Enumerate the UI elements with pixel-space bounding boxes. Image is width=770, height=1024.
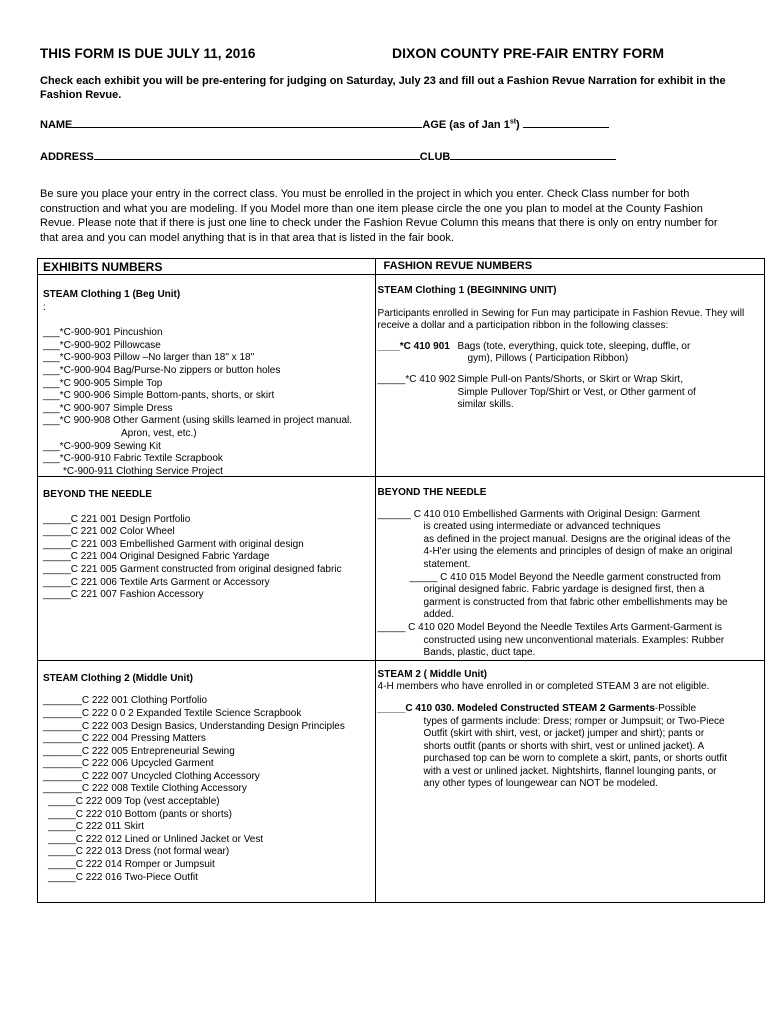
list-item: _______C 222 005 Entrepreneurial Sewing [43, 745, 235, 757]
beyond-fr-title: BEYOND THE NEEDLE [377, 487, 487, 498]
list-item: _____C 221 006 Textile Arts Garment or Accessory [43, 576, 270, 588]
list-item: _______C 222 004 Pressing Matters [43, 733, 206, 745]
list-item: _____C 222 009 Top (vest acceptable) [48, 796, 220, 808]
address-row [40, 148, 616, 163]
name-label: NAME [40, 119, 73, 131]
list-item: _____C 222 014 Romper or Jumpsuit [48, 859, 215, 871]
list-item: ___*C 900-906 Simple Bottom-pants, shorts, or skirt [43, 390, 275, 402]
list-item: _____C 221 007 Fashion Accessory [43, 589, 204, 601]
beyond-title: BEYOND THE NEEDLE [43, 489, 152, 500]
age-label: AGE (as of Jan 1 [422, 119, 510, 131]
due-date: THIS FORM IS DUE JULY 11, 2016 [40, 46, 256, 61]
list-item: ___*C-900-910 Fabric Textile Scrapbook [43, 453, 223, 465]
steam1-fr-title: STEAM Clothing 1 (BEGINNING UNIT) [377, 285, 557, 296]
steam1-title: STEAM Clothing 1 (Beg Unit) [43, 289, 181, 300]
address-field[interactable] [94, 148, 420, 160]
fr-text: Simple Pullover Top/Shirt or Vest, or Other garment of [457, 386, 696, 398]
fr-line: constructed using new unconventional materials. Examples: Rubber [423, 634, 725, 646]
list-item: ___*C-900-909 Sewing Kit [43, 440, 161, 452]
age-sup: st [509, 118, 517, 126]
list-item: _______C 222 0 0 2 Expanded Textile Science Scrapbook [43, 707, 302, 719]
fr-line: shorts outfit (pants or shorts with shirt, vest or unlined jacket). A [423, 740, 705, 752]
club-field[interactable] [450, 148, 616, 160]
list-item: _____C 221 001 Design Portfolio [43, 513, 191, 525]
list-item: _____C 222 010 Bottom (pants or shorts) [48, 808, 232, 820]
fr-text: gym), Pillows ( Participation Ribbon) [467, 353, 629, 365]
fr-line: added. [423, 609, 455, 621]
beyond-fashion-cell [375, 477, 764, 661]
list-item: _______C 222 006 Upcycled Garment [43, 758, 214, 770]
fr-line: types of garments include: Dress; romper or Jumpsuit; or Two-Piece [423, 715, 725, 727]
list-item: Apron, vest, etc.) [121, 427, 197, 439]
notice-paragraph: Be sure you place your entry in the correct class. You must be enrolled in the project in which you enter. Check Class number for both construction and what you are modeling. If you Model more than one item please circle the one you plan to model at the County Fashion Revue. Please note that if there is just one line to check under the Fashion Revue Column this means that there is only on entry number for that area and you can model anything that is in that area that is listed in the fair book. [40, 188, 718, 244]
fr-line: original designed fabric. Fabric yardage is designed first, then a [423, 584, 705, 596]
fr-line: statement. [423, 558, 471, 570]
name-field[interactable] [72, 116, 422, 128]
list-item: ___*C 900-908 Other Garment (using skills learned in project manual. [43, 415, 353, 427]
fr-code: _____*C 410 902 [377, 373, 456, 385]
fr-line: garment is constructed from that fabric other embellishments may be [423, 596, 728, 608]
list-item: ___*C 900-907 Simple Dress [43, 402, 173, 414]
fr-line: Bands, plastic, duct tape. [423, 647, 536, 659]
entry-table [37, 258, 765, 903]
fr-item [378, 341, 758, 366]
list-item: ___*C-900-904 Bag/Purse-No zippers or button holes [43, 364, 281, 376]
beyond-exhibits-cell [38, 477, 376, 661]
fr-text: Simple Pull-on Pants/Shorts, or Skirt or Wrap Skirt, [457, 373, 683, 385]
list-item: _____C 221 002 Color Wheel [43, 526, 175, 538]
list-item: _____C 222 012 Lined or Unlined Jacket or Vest [48, 833, 264, 845]
fr-line: as defined in the project manual. Designs are the original ideas of the [423, 533, 731, 545]
list-item: _______C 222 001 Clothing Portfolio [43, 695, 208, 707]
col2-header-cell [375, 259, 764, 275]
fr-text: similar skills. [457, 399, 514, 411]
list-item: _____C 221 003 Embellished Garment with original design [43, 538, 304, 550]
fr-code: ____*C 410 901 [377, 340, 450, 352]
steam1-fr-intro: Participants enrolled in Sewing for Fun may participate in Fashion Revue. They will receive a dollar and a participation ribbon in the following classes: [377, 307, 745, 332]
fr-item [378, 374, 758, 412]
steam2-title: STEAM Clothing 2 (Middle Unit) [43, 672, 193, 684]
list-item: ___*C 900-905 Simple Top [43, 377, 163, 389]
fr-line: _____ C 410 015 Model Beyond the Needle garment constructed from [409, 571, 721, 583]
club-label: CLUB [419, 151, 451, 163]
steam2-fr-intro: 4-H members who have enrolled in or completed STEAM 3 are not eligible. [377, 681, 710, 693]
fr-line: 4-H'er using the elements and principles of design of make an original [423, 546, 733, 558]
form-title: DIXON COUNTY PRE-FAIR ENTRY FORM [392, 45, 664, 61]
age-close: ) [516, 119, 520, 131]
list-item: _______C 222 007 Uncycled Clothing Accessory [43, 770, 260, 782]
steam1-exhibits-cell [38, 275, 376, 477]
name-row [40, 116, 609, 131]
list-item: ___*C-900-902 Pillowcase [43, 339, 161, 351]
list-item: _____C 221 004 Original Designed Fabric Yardage [43, 551, 270, 563]
fr-line: ______ C 410 010 Embellished Garments with Original Design: Garment [377, 508, 700, 520]
list-item: *C-900-911 Clothing Service Project [63, 465, 223, 476]
steam1-fashion-cell [375, 275, 764, 477]
list-item: ___*C-900-903 Pillow –No larger than 18" x 18" [43, 352, 255, 364]
steam2-exhibits-cell [38, 660, 376, 902]
list-item: _____C 222 013 Dress (not formal wear) [48, 846, 230, 858]
list-item: _____C 222 016 Two-Piece Outfit [48, 871, 198, 883]
steam2-fr-title: STEAM 2 ( Middle Unit) [377, 668, 487, 680]
fashion-revue-header: FASHION REVUE NUMBERS [383, 260, 533, 272]
fr-text: Bags (tote, everything, quick tote, sleeping, duffle, or [457, 340, 691, 352]
list-item: _______C 222 003 Design Basics, Understanding Design Principles [43, 720, 345, 732]
list-item: ___*C-900-901 Pincushion [43, 327, 163, 339]
fr-line: purchased top can be worn to complete a skirt, pants, or shorts outfit [423, 753, 728, 765]
fr-line: -Possible [654, 702, 697, 714]
fr-line: with a vest or unlined jacket. Nightshirts, flannel lounging pants, or [423, 765, 717, 777]
fr-line: _____ C 410 020 Model Beyond the Needle Textiles Arts Garment-Garment is [377, 621, 722, 633]
steam1-colon: : [43, 301, 46, 313]
list-item: _____C 221 005 Garment constructed from original designed fabric [43, 563, 342, 575]
fr-bold: . Modeled Constructed STEAM 2 Garments [451, 702, 655, 714]
steam2-fashion-cell [375, 660, 764, 902]
fr-code: _____C 410 030 [377, 702, 452, 714]
age-field[interactable] [523, 116, 609, 128]
col1-header-cell [38, 259, 376, 275]
exhibits-header: EXHIBITS NUMBERS [43, 260, 163, 274]
instructions: Check each exhibit you will be pre-entering for judging on Saturday, July 23 and fill out a Fashion Revue Narration for exhibit in the Fashion Revue. [40, 75, 726, 101]
fr-line: any other types of loungewear can NOT be modeled. [423, 778, 658, 790]
address-label: ADDRESS [40, 151, 94, 163]
fr-line: Outfit (skirt with shirt, vest, or jacket) jumper and shirt); pants or [423, 728, 705, 740]
list-item: _______C 222 008 Textile Clothing Accessory [43, 783, 247, 795]
fr-line: is created using intermediate or advanced techniques [423, 521, 661, 533]
list-item: _____C 222 011 Skirt [48, 821, 144, 833]
